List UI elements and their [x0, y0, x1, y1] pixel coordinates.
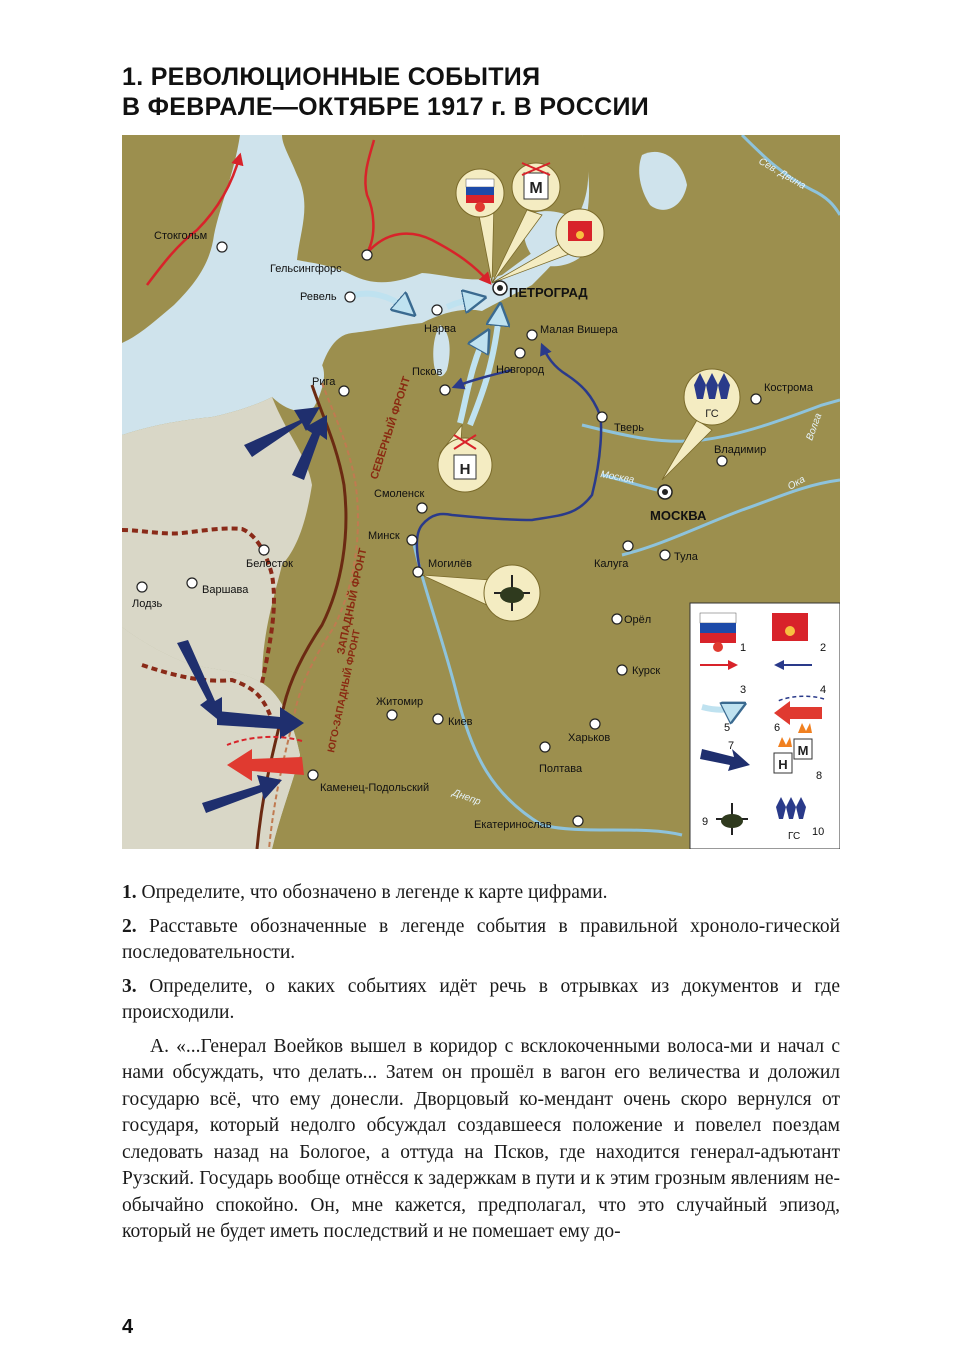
question-text: Определите, о каких событиях идёт речь в отрывках из документов и где происходили.	[122, 975, 840, 1023]
svg-text:Калуга: Калуга	[594, 558, 629, 570]
city-kursk	[617, 665, 660, 677]
svg-text:Гельсингфорс: Гельсингфорс	[270, 263, 342, 275]
svg-text:Житомир: Житомир	[376, 696, 424, 708]
svg-text:Варшава: Варшава	[202, 584, 249, 596]
river-label-volga: Волга	[804, 411, 825, 443]
question-1	[122, 880, 840, 907]
svg-text:Полтава: Полтава	[539, 763, 583, 775]
legend-gs-label: ГС	[788, 831, 801, 842]
red-flag-icon	[568, 221, 592, 241]
svg-text:3: 3	[740, 684, 747, 696]
svg-text:Смоленск: Смоленск	[374, 488, 425, 500]
svg-text:7: 7	[728, 740, 735, 752]
svg-text:2: 2	[820, 642, 827, 654]
title-line-2: В ФЕВРАЛЕ—ОКТЯБРЕ 1917 г. В РОССИИ	[122, 93, 650, 121]
map-legend	[690, 603, 840, 849]
title-line-1: 1. РЕВОЛЮЦИОННЫЕ СОБЫТИЯ	[122, 63, 541, 91]
question-text: Расставьте обозначенные в легенде события в правильной хроноло-гической последовательности.	[122, 915, 841, 963]
river-label-sev-dvina: Сев. Двина	[756, 156, 808, 192]
text-block	[122, 880, 840, 1246]
legend-n-letter: Н	[778, 757, 788, 772]
question-number: 1.	[122, 882, 137, 903]
manifesto-letter: М	[529, 180, 543, 197]
svg-text:1: 1	[740, 642, 747, 654]
gs-label: ГС	[705, 408, 719, 420]
document-excerpt: А. «...Генерал Воейков вышел в коридор с всклокоченными волоса-ми и начал с нами обсуждать, что делать... Затем он прошёл в вагон его величества и доложил государю всё, что ему донесли. Дворцовый ко-мендант очень скоро вернулся от государя, который недолго обсуждал создавшееся положение и повелел поездам следовать назад на Бологое, а оттуда на Псков, где находится генерал-адъютант Рузский. Государь вообще отнёсся к задержкам в пути и к этим грозным явлениям не-обычайно спокойно. Он, мне кажется, предполагал, что это случайный эпизод, который не будет иметь последствий и не помешает ему до-	[122, 1035, 840, 1242]
question-2	[122, 914, 840, 967]
city-revel	[300, 291, 355, 303]
svg-text:Тула: Тула	[674, 551, 698, 563]
svg-text:8: 8	[816, 770, 823, 782]
svg-text:Могилёв: Могилёв	[428, 558, 472, 570]
svg-text:Нарва: Нарва	[424, 323, 457, 335]
svg-text:Киев: Киев	[448, 716, 473, 728]
svg-text:Лодзь: Лодзь	[132, 598, 163, 610]
river-label-dnepr: Днепр	[450, 787, 483, 808]
svg-text:4: 4	[820, 684, 827, 696]
page-number: 4	[122, 1316, 134, 1338]
svg-text:Екатеринослав: Екатеринослав	[474, 819, 552, 831]
svg-text:Малая Вишера: Малая Вишера	[540, 324, 618, 336]
city-orel	[612, 614, 651, 626]
revolution-map	[122, 135, 840, 849]
legend-m-letter: М	[797, 743, 809, 758]
front-label-western: ЗАПАДНЫЙ ФРОНТ	[335, 547, 370, 656]
question-3	[122, 974, 840, 1027]
svg-text:Ревель: Ревель	[300, 291, 337, 303]
svg-text:Белосток: Белосток	[246, 558, 293, 570]
svg-text:9: 9	[702, 816, 709, 828]
svg-text:Тверь: Тверь	[614, 422, 644, 434]
svg-text:ПЕТРОГРАД: ПЕТРОГРАД	[509, 285, 588, 300]
svg-text:Минск: Минск	[368, 530, 400, 542]
svg-text:Орёл: Орёл	[624, 614, 652, 626]
svg-text:Каменец-Подольский: Каменец-Подольский	[320, 782, 430, 794]
svg-text:Новгород: Новгород	[496, 364, 545, 376]
svg-text:Рига: Рига	[312, 376, 336, 388]
front-label-northern: СЕВЕРНЫЙ ФРОНТ	[368, 375, 414, 481]
svg-text:Стокгольм: Стокгольм	[154, 230, 208, 242]
question-number: 2.	[122, 915, 137, 937]
svg-text:Владимир: Владимир	[714, 444, 767, 456]
river-label-moskva: Москва	[599, 469, 636, 486]
page-title	[122, 62, 842, 122]
svg-text:Псков: Псков	[412, 366, 443, 378]
svg-text:6: 6	[774, 722, 781, 734]
question-text: Определите, что обозначено в легенде к карте цифрами.	[141, 882, 608, 903]
svg-text:5: 5	[724, 722, 731, 734]
abdication-letter: Н	[459, 461, 471, 478]
svg-text:Харьков: Харьков	[568, 732, 611, 744]
front-label-southwestern: ЮГО-ЗАПАДНЫЙ ФРОНТ	[326, 628, 364, 754]
svg-text:МОСКВА: МОСКВА	[650, 508, 707, 523]
svg-text:10: 10	[812, 826, 825, 838]
question-number: 3.	[122, 975, 137, 997]
svg-text:Кострома: Кострома	[764, 382, 813, 394]
svg-text:Курск: Курск	[632, 665, 661, 677]
river-label-oka: Ока	[786, 474, 808, 493]
